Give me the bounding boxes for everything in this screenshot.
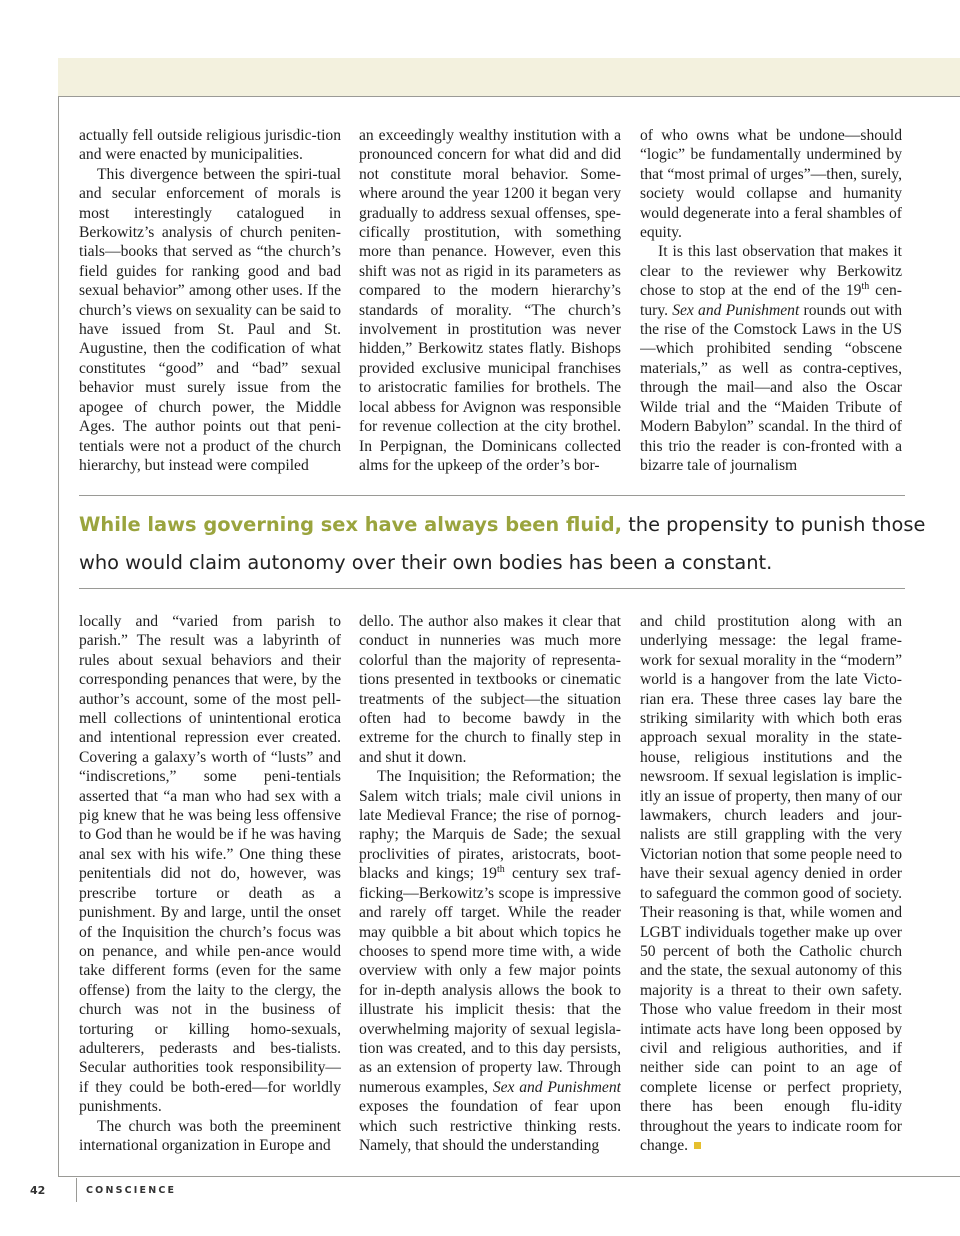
paragraph: of who owns what be undone—should “logic” be fundamentally undermined by that “most primal of urges”—then, surely, society would collapse and humanity would degenerate into a feral shambles of equity. <box>640 127 902 242</box>
frame-left-rule <box>58 96 59 1176</box>
text-run: cen-tury. <box>640 282 902 319</box>
paragraph <box>640 242 902 475</box>
end-mark-icon <box>694 1142 701 1149</box>
text-run: century sex traf-ficking—Berkowitz’s scope is impressive and rarely off target. While the reader may quibble a bit about which topics he chooses to spend more time with, a wide overview with only a few major points for in-depth analysis allows the book to illustrate his implicit thesis: that the overwhelming majority of sexual legisla-tion was created, and to this day persists, as an extension of property law. Through numerous examples, <box>359 865 621 1096</box>
pull-quote-highlight: While laws governing sex have always been fluid, <box>79 513 623 536</box>
column-top-1 <box>79 126 341 478</box>
paragraph: The church was both the preeminent international organization in Europe and <box>79 1117 341 1154</box>
paragraph <box>359 767 621 1155</box>
frame-bottom-rule <box>58 1176 960 1177</box>
paragraph: locally and “varied from parish to parish.” The result was a labyrinth of rules about sexual behaviors and their corresponding penances that were, by the author’s account, some of the most pell-mell collections of unintentional erotica and intentional repression ever created. Covering a galaxy’s worth of “lusts” and “indiscretions,” some peni-tentials asserted that “a man who had sex with a pig knew that he was being less offensive to God than he would be if he was having anal sex with his wife.” One thing these penitentials did not do, however, was prescribe torture or death as a punishment. By and large, until the onset of the Inquisition the church’s focus was on penance, and while pen-ance would take different forms (even for the same offense) from the laity to the clergy, the church was not in the business of torturing or killing homo-sexuals, adulterers, pederasts and bes-tialists. Secular authorities took responsibility—if they could be both-ered—for worldly punishments. <box>79 613 341 1116</box>
paragraph <box>640 612 902 1155</box>
text-run: The Inquisition; the Reformation; the Salem witch trials; male civil unions in late Medieval France; the rise of pornog-raphy; the Marquis de Sade; the sexual proclivities of pirates, aristocrats, boot-blacks and kings; 19 <box>359 768 621 883</box>
text-run: and child prostitution along with an underlying message: the legal frame-work for sexual morality in the “modern” world is a hangover from the late Victo-rian era. These three cases lay bare the striking similarity with which both eras approach sexual morality in the state-house, religious institutions and the newsroom. If sexual legislation is implic-itly an issue of property, then many of our lawmakers, church leaders and jour-nalists are still grappling with the very Victorian notion that some people need to have their sexual agency denied in order to safeguard the common good of society. Their reasoning is that, while women and LGBT individuals together make up over 50 percent of both the Catholic church and the state, the sexual autonomy of this majority is a threat to their own safety. Those who value freedom in their most intimate acts have long been opposed by civil and religious authorities, and if neither side can point to an age of complete license or perfect propriety, there has been enough flu-idity throughout the years to indicate room for change. <box>640 613 902 1154</box>
pull-quote <box>79 506 939 582</box>
column-top-2 <box>359 126 621 478</box>
paragraph: This divergence between the spiri-tual and secular enforcement of morals is most interestingly catalogued in Berkowitz’s analysis of church peniten-tials—books that served as “the church’s field guides for ranking good and bad sexual behavior” among other uses. If the church’s views on sexuality can be said to have issued from St. Paul and St. Augustine, then the codification of what constitutes “good” and “bad” sexual behavior must surely issue from the apogee of church power, the Middle Ages. The author points out that peni-tentials were not a product of the church hierarchy, but instead were compiled <box>79 165 341 474</box>
book-title: Sex and Punishment <box>672 301 800 319</box>
footer-divider <box>76 1178 77 1202</box>
pull-quote-bottom-rule <box>79 588 905 589</box>
column-bottom-3 <box>640 612 902 1160</box>
column-top-3 <box>640 126 902 478</box>
header-band <box>58 58 960 96</box>
paragraph: an exceedingly wealthy institution with a pronounced concern for what did and did not constitute moral behavior. Some-where around the year 1200 it began very gradually to address sexual offenses, spe-cifically prostitution, with something more than penance. However, even this shift was not as rigid in its parameters as compared to the modern hierarchy’s standards of morality. “The church’s involvement in prostitution was never hidden,” Berkowitz states flatly. Bishops provided exclusive municipal franchises to aristocratic families for brothels. The local abbess for Avignon was responsible for revenue collection at the city brothel. In Perpignan, the Dominicans collected alms for the upkeep of the order’s bor- <box>359 127 621 474</box>
text-run: rounds out with the rise of the Comstock Laws in the US—which prohibited sending “obscene materials,” as well as contra-ceptives, through the mail—and also the Oscar Wilde trial and the “Maiden Tribute of Modern Babylon” scandal. In the third of this trio the reader is con-fronted with a bizarre tale of journalism <box>640 301 902 474</box>
publication-name: CONSCIENCE <box>86 1185 177 1196</box>
column-bottom-1 <box>79 612 341 1160</box>
frame-top-rule <box>58 96 960 97</box>
text-run: exposes the foundation of fear upon which such restrictive thinking rests. Namely, that should the understanding <box>359 1098 621 1154</box>
ordinal-suffix: th <box>861 281 870 293</box>
ordinal-suffix: th <box>496 864 505 876</box>
pull-quote-top-rule <box>79 495 905 496</box>
column-bottom-2 <box>359 612 621 1160</box>
pull-quote-text: the propensity to punish those who would claim autonomy over their own bodies has been a constant. <box>79 513 926 574</box>
page-number: 42 <box>30 1184 46 1197</box>
text-run: It is this last observation that makes it clear to the reviewer why Berkowitz chose to stop at the end of the 19 <box>640 243 902 300</box>
paragraph: dello. The author also makes it clear that conduct in nunneries was much more colorful than the majority of representa-tions presented in textbooks or cinematic treatments of the subject—the situation often had to become bawdy in the extreme for the church to finally step in and shut it down. <box>359 613 621 766</box>
paragraph: actually fell outside religious jurisdic-tion and were enacted by municipalities. <box>79 127 341 164</box>
book-title: Sex and Punishment <box>492 1078 621 1096</box>
